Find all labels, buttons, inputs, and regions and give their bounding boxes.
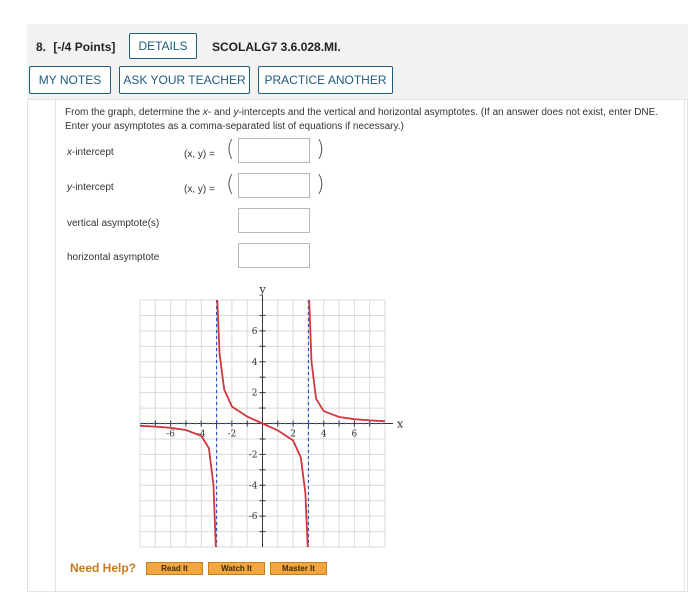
y-axis-label: y: [259, 285, 266, 296]
question-points: [-/4 Points]: [53, 40, 116, 54]
master-it-button[interactable]: Master It: [270, 562, 327, 575]
y-intercept-close-paren: ): [316, 172, 325, 197]
need-help-label: Need Help?: [70, 561, 137, 575]
y-tick-label: 6: [251, 326, 258, 337]
x-intercept-open-paren: (: [226, 137, 235, 162]
practice-another-button[interactable]: PRACTICE ANOTHER: [258, 66, 393, 94]
x-tick-label: -4: [196, 429, 206, 440]
x-intercept-coord-label: (x, y) =: [184, 149, 215, 160]
instructions-text: From the graph, determine the x- and y-intercepts and the vertical and horizontal asymptotes. (If an answer does not exist, enter DNE. Enter your asymptotes as a comma-separated list of equations if necessary.): [65, 107, 659, 132]
x-tick-label: -2: [227, 429, 237, 440]
y-tick-label: 4: [251, 357, 258, 368]
y-tick-label: -2: [248, 450, 258, 461]
x-intercept-close-paren: ): [316, 137, 325, 162]
details-button[interactable]: DETAILS: [129, 33, 197, 59]
curve-right-branch: [309, 300, 385, 421]
x-intercept-label: x-intercept: [67, 147, 114, 158]
y-intercept-input[interactable]: [238, 173, 310, 198]
x-tick-label: 2: [290, 429, 296, 440]
y-tick-label: -4: [248, 481, 258, 492]
vertical-asymptote-input[interactable]: [238, 208, 310, 233]
y-intercept-open-paren: (: [226, 172, 235, 197]
y-intercept-coord-label: (x, y) =: [184, 184, 215, 195]
vertical-asymptote-label: vertical asymptote(s): [67, 218, 160, 229]
y-intercept-label: y-intercept: [67, 182, 114, 193]
question-number-text: 8.: [36, 40, 47, 54]
watch-it-button[interactable]: Watch It: [208, 562, 265, 575]
question-number: [36, 40, 115, 54]
rational-function-graph: [130, 285, 410, 555]
read-it-button[interactable]: Read It: [146, 562, 203, 575]
x-tick-label: -6: [166, 429, 176, 440]
x-tick-label: 6: [351, 429, 358, 440]
ask-teacher-button[interactable]: ASK YOUR TEACHER: [119, 66, 250, 94]
curve-left-branch: [140, 426, 216, 547]
y-tick-label: 2: [251, 388, 258, 399]
my-notes-button[interactable]: MY NOTES: [29, 66, 111, 94]
x-intercept-input[interactable]: [238, 138, 310, 163]
horizontal-asymptote-label: horizontal asymptote: [67, 252, 160, 263]
y-tick-label: -6: [248, 512, 258, 523]
x-axis-label: x: [397, 417, 404, 431]
x-tick-label: 4: [320, 429, 327, 440]
horizontal-asymptote-input[interactable]: [238, 243, 310, 268]
question-code: SCOLALG7 3.6.028.MI.: [212, 40, 341, 54]
